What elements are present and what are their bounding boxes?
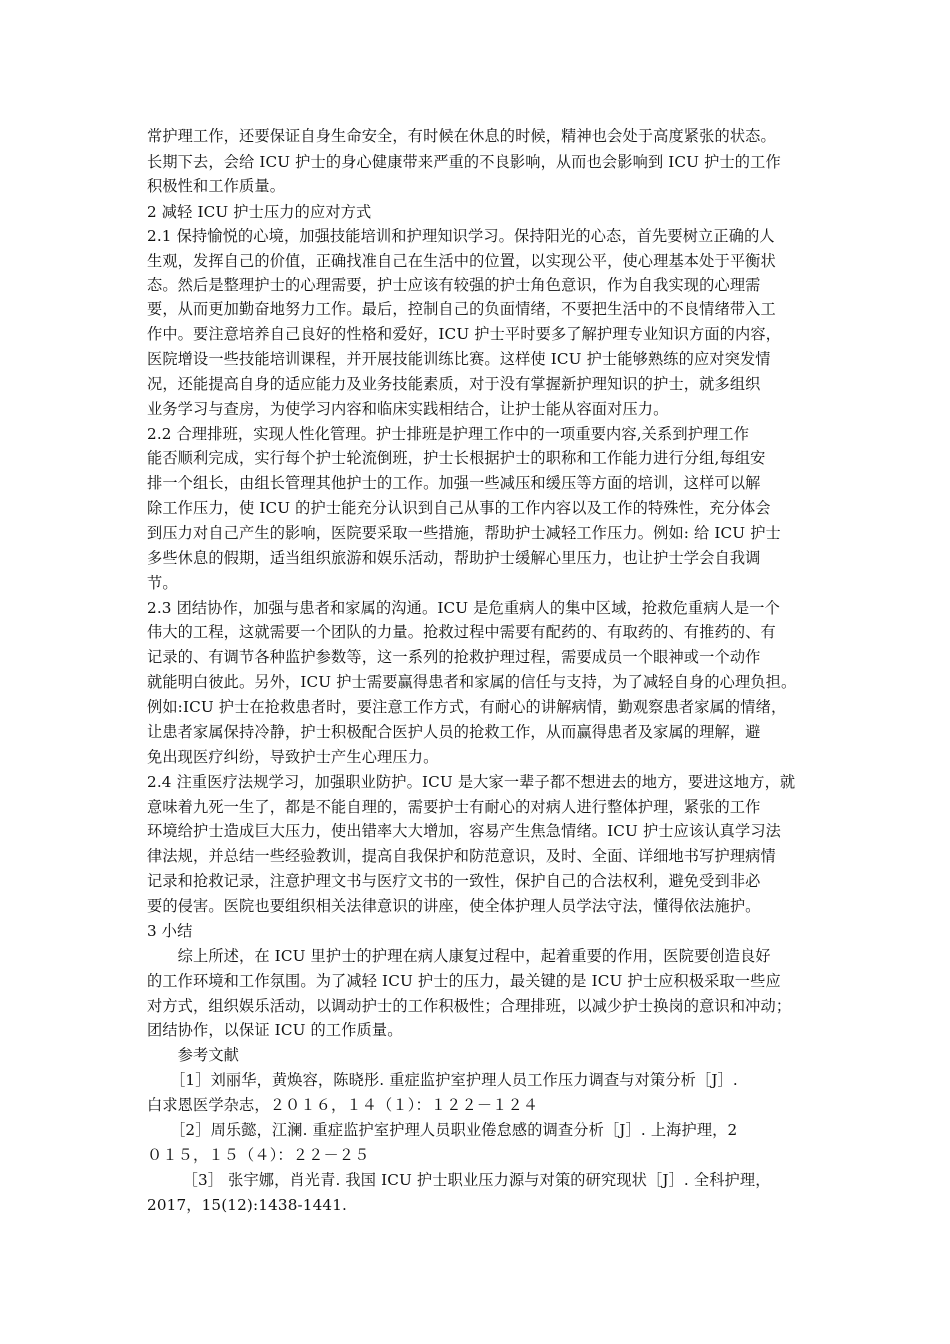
section-heading: 3 小结 [147, 922, 193, 940]
text-line: 积极性和工作质量。 [147, 177, 286, 195]
text-line: 对方式，组织娱乐活动，以调动护士的工作积极性；合理排班，以减少护士换岗的意识和冲动； [147, 997, 792, 1015]
text-line: 作中。要注意培养自己良好的性格和爱好，ICU 护士平时要多了解护理专业知识方面的内容， [147, 325, 782, 343]
text-line: 生观，发挥自己的价值，正确找准自己在生活中的位置，以实现公平，使心理基本处于平衡状 [147, 252, 776, 270]
text-line: 业务学习与查房，为使学习内容和临床实践相结合，让护士能从容面对压力。 [147, 400, 669, 418]
references-heading: 参考文献 [147, 1046, 240, 1064]
text-line: 记录的、有调节各种监护参数等，这一系列的抢救护理过程，需要成员一个眼神或一个动作 [147, 648, 761, 666]
text-line: 团结协作，以保证 ICU 的工作质量。 [147, 1021, 403, 1039]
text-line: 免出现医疗纠纷，导致护士产生心理压力。 [147, 748, 439, 766]
text-line: 记录和抢救记录，注意护理文书与医疗文书的一致性，保护自己的合法权利，避免受到非必 [147, 872, 761, 890]
text-line: 态。然后是整理护士的心理需要，护士应该有较强的护士角色意识，作为自我实现的心理需 [147, 276, 761, 294]
text-line: 长期下去，会给 ICU 护士的身心健康带来严重的不良影响，从而也会影响到 ICU 护士的工作 [147, 153, 781, 171]
text-line: 节。 [147, 574, 178, 592]
text-line: 多些休息的假期，适当组织旅游和娱乐活动，帮助护士缓解心里压力，也让护士学会自我调 [147, 549, 761, 567]
reference-entry: ［3］ 张宇娜，肖光青. 我国 ICU 护士职业压力源与对策的研究现状［J］. 全科护理， [147, 1171, 771, 1189]
text-line: 2.1 保持愉悦的心境，加强技能培训和护理知识学习。保持阳光的心态，首先要树立正确的人 [147, 227, 775, 245]
text-line: 例如:ICU 护士在抢救患者时，要注意工作方式，有耐心的讲解病情，勤观察患者家属的情绪， [147, 698, 787, 716]
text-line: 就能明白彼此。另外，ICU 护士需要赢得患者和家属的信任与支持，为了减轻自身的心理负担。 [147, 673, 797, 691]
text-line: 排一个组长，由组长管理其他护士的工作。加强一些减压和缓压等方面的培训，这样可以解 [147, 474, 761, 492]
text-line: 环境给护士造成巨大压力，使出错率大大增加，容易产生焦急情绪。ICU 护士应该认真学习法 [147, 822, 782, 840]
section-heading: 2 减轻 ICU 护士压力的应对方式 [147, 203, 372, 221]
reference-entry: ０１５，１５（４）：２２－２５ [147, 1146, 370, 1164]
reference-entry: 2017，15(12):1438-1441. [147, 1196, 348, 1214]
text-line: 意味着九死一生了，都是不能自理的，需要护士有耐心的对病人进行整体护理，紧张的工作 [147, 798, 761, 816]
text-line: 2.4 注重医疗法规学习，加强职业防护。ICU 是大家一辈子都不想进去的地方，要进这地方，就 [147, 773, 796, 791]
text-line: 除工作压力，使 ICU 的护士能充分认识到自己从事的工作内容以及工作的特殊性，充分体会 [147, 499, 771, 517]
reference-entry: ［1］刘丽华，黄焕容，陈晓彤. 重症监护室护理人员工作压力调查与对策分析［J］. [147, 1071, 738, 1089]
text-line: 到压力对自己产生的影响，医院要采取一些措施，帮助护士减轻工作压力。例如: 给 ICU 护士 [147, 524, 781, 542]
reference-entry: 白求恩医学杂志，２０１６，１４（１）：１２２－１２４ [147, 1096, 539, 1114]
text-line: 医院增设一些技能培训课程，并开展技能训练比赛。这样使 ICU 护士能够熟练的应对突发情 [147, 350, 771, 368]
text-line: 2.3 团结协作，加强与患者和家属的沟通。ICU 是危重病人的集中区域，抢救危重病人是一个 [147, 599, 780, 617]
text-line: 常护理工作，还要保证自身生命安全，有时候在休息的时候，精神也会处于高度紧张的状态。 [147, 127, 776, 145]
text-line: 的工作环境和工作氛围。为了减轻 ICU 护士的压力，最关键的是 ICU 护士应积极采取一些应 [147, 972, 781, 990]
text-line: 况，还能提高自身的适应能力及业务技能素质，对于没有掌握新护理知识的护士，就多组织 [147, 375, 761, 393]
text-line: 要，从而更加勤奋地努力工作。最后，控制自己的负面情绪，不要把生活中的不良情绪带入工 [147, 300, 776, 318]
text-line: 伟大的工程，这就需要一个团队的力量。抢救过程中需要有配药的、有取药的、有推药的、有 [147, 623, 776, 641]
text-line: 让患者家属保持冷静，护士积极配合医护人员的抢救工作，从而赢得患者及家属的理解，避 [147, 723, 761, 741]
text-line: 能否顺利完成，实行每个护士轮流倒班，护士长根据护士的职称和工作能力进行分组,每组安 [147, 449, 766, 467]
text-line: 综上所述，在 ICU 里护士的护理在病人康复过程中，起着重要的作用，医院要创造良好 [147, 947, 771, 965]
text-line: 2.2 合理排班，实现人性化管理。护士排班是护理工作中的一项重要内容,关系到护理工作 [147, 425, 750, 443]
text-line: 律法规，并总结一些经验教训，提高自我保护和防范意识，及时、全面、详细地书写护理病情 [147, 847, 776, 865]
text-line: 要的侵害。医院也要组织相关法律意识的讲座，使全体护理人员学法守法，懂得依法施护。 [147, 897, 761, 915]
reference-entry: ［2］周乐懿，江澜. 重症监护室护理人员职业倦怠感的调查分析［J］. 上海护理，2 [147, 1121, 738, 1139]
